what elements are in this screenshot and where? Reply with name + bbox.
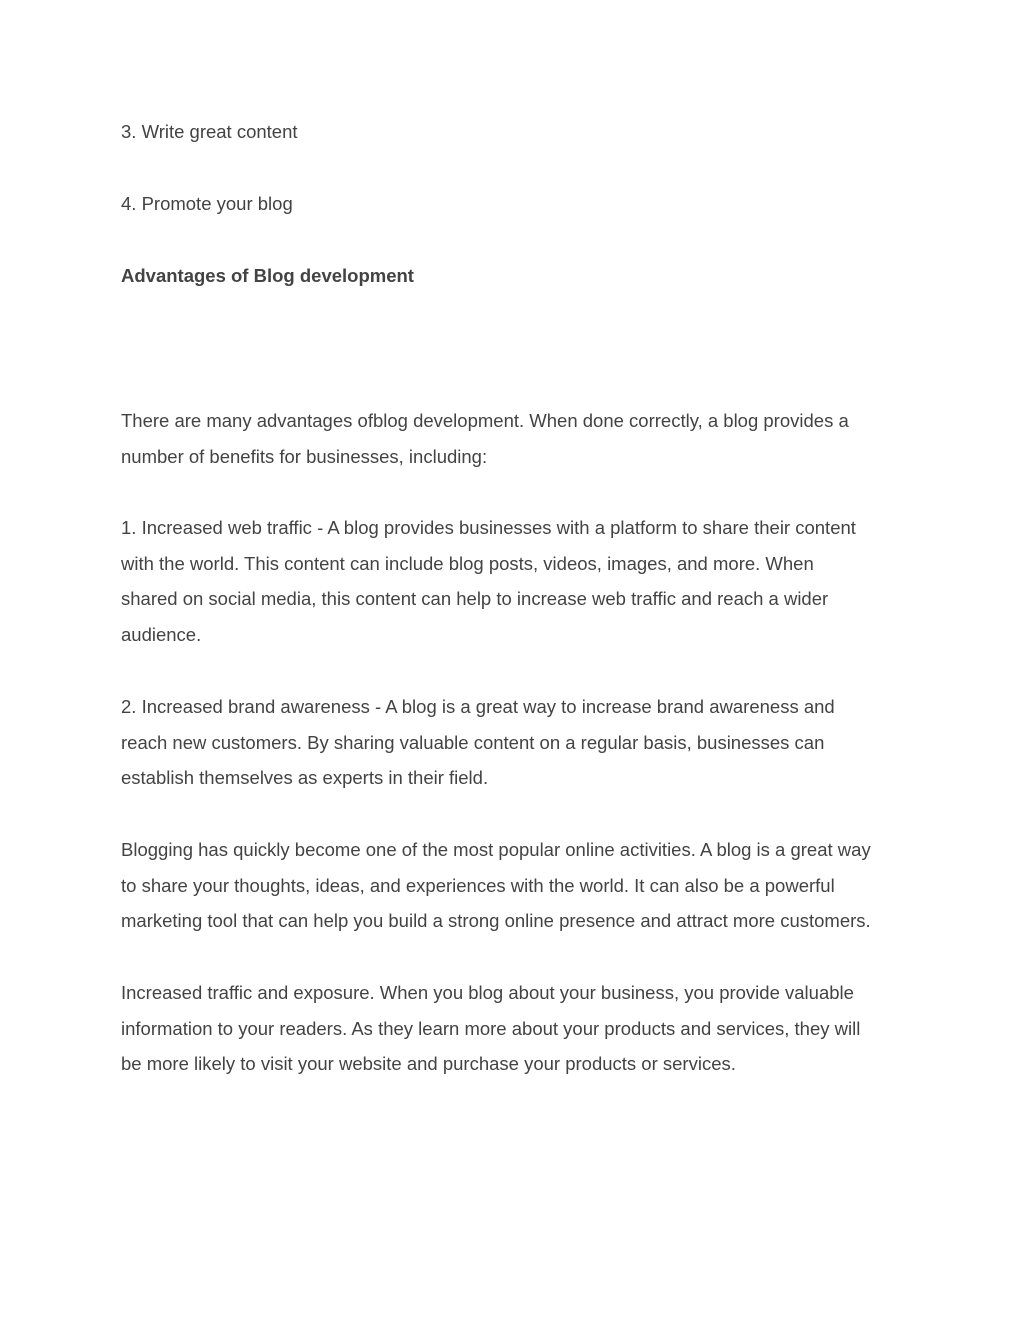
paragraph-line: Blogging has quickly become one of the most popular online activities. A blog is a great way <box>121 839 871 860</box>
paragraph-line: to share your thoughts, ideas, and experiences with the world. It can also be a powerful <box>121 874 835 896</box>
paragraph-line: establish themselves as experts in their field. <box>121 767 489 788</box>
paragraph-line: shared on social media, this content can help to increase web traffic and reach a wider <box>121 588 829 609</box>
list-item-write-content: 3. Write great content <box>121 121 298 142</box>
list-item-promote-blog: 4. Promote your blog <box>121 193 293 214</box>
paragraph-line: audience. <box>121 623 202 645</box>
paragraph-line: number of benefits for businesses, including: <box>121 445 488 467</box>
advantage-web-traffic-paragraph <box>121 510 911 652</box>
paragraph-line: information to your readers. As they learn more about your products and services, they will <box>121 1017 861 1039</box>
paragraph-line: with the world. This content can include blog posts, videos, images, and more. When <box>121 552 814 574</box>
paragraph-line: be more likely to visit your website and purchase your products or services. <box>121 1053 736 1074</box>
paragraph-line: 1. Increased web traffic - A blog provides businesses with a platform to share their content <box>121 517 856 538</box>
paragraph-line: reach new customers. By sharing valuable content on a regular basis, businesses can <box>121 731 825 753</box>
blogging-popularity-paragraph <box>121 832 911 939</box>
paragraph-line: 2. Increased brand awareness - A blog is a great way to increase brand awareness and <box>121 696 835 717</box>
traffic-exposure-paragraph <box>121 975 911 1082</box>
paragraph-line: Increased traffic and exposure. When you blog about your business, you provide valuable <box>121 982 854 1003</box>
paragraph-line: There are many advantages ofblog development. When done correctly, a blog provides a <box>121 410 849 431</box>
section-heading: Advantages of Blog development <box>121 265 414 286</box>
intro-paragraph <box>121 403 911 474</box>
advantage-brand-awareness-paragraph <box>121 689 911 796</box>
paragraph-line: marketing tool that can help you build a strong online presence and attract more customers. <box>121 910 871 931</box>
